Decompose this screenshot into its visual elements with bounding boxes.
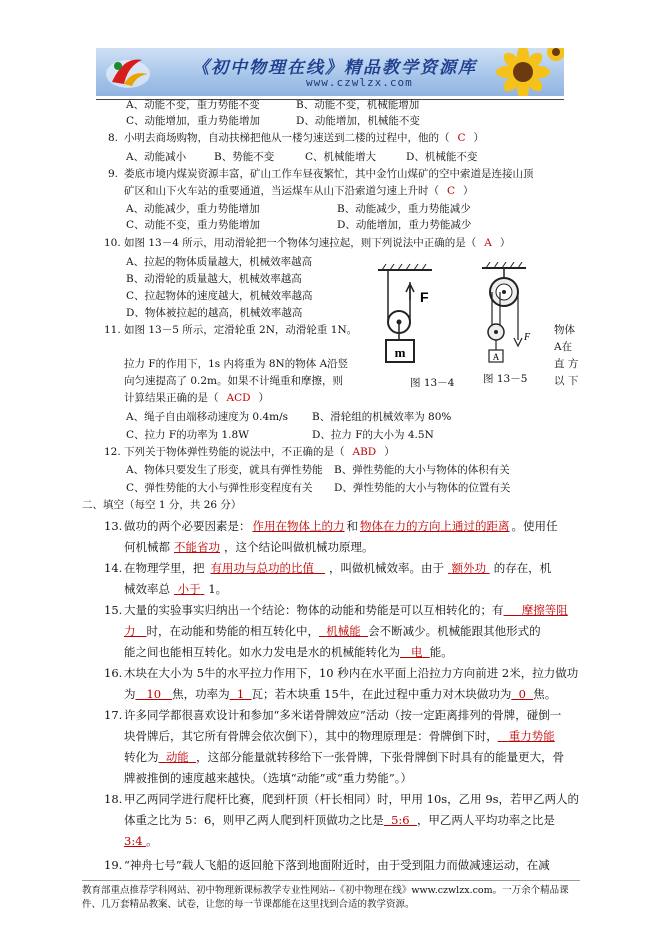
q12-number: 12.	[104, 446, 121, 458]
q15-answer-1b: 力	[124, 624, 136, 638]
q11-option-c: C、拉力 F的功率为 1.8W	[126, 429, 249, 441]
q16-answer-1: 10	[146, 687, 162, 701]
header-banner	[96, 48, 564, 96]
q18-answer-2: 3:4	[124, 834, 143, 848]
q10-answer: A	[484, 237, 492, 249]
q13-line2: 何机械都 不能省功 ，这个结论叫做机械功原理。	[124, 540, 374, 554]
q10-stem: 如图 13－4 所示，用动滑轮把一个物体匀速拉起，则下列说法中正确的是（ A ）	[124, 237, 511, 249]
q11-stem: 如图 13－5 所示，定滑轮重 2N，动滑轮重 1N。	[124, 324, 358, 336]
q8-answer: C	[457, 132, 466, 144]
q12-option-a: A、物体只要发生了形变，就具有弹性势能	[126, 464, 323, 476]
q9-answer: C	[447, 185, 456, 197]
q16-number: 16.	[104, 666, 123, 680]
q8-stem: 小明去商场购物，自动扶梯把他从一楼匀速送到二楼的过程中，他的（ C ）	[124, 132, 485, 144]
q16-line1: 木块在大小为 5牛的水平拉力作用下，10 秒内在水平面上沿拉力方向前进 2米，拉力做功	[124, 666, 579, 680]
q16-line2: 为 10 焦，功率为 1 瓦；若木块重 15牛，在此过程中重力对木块做功为 0 焦。	[124, 687, 557, 701]
q19-line1: “神舟七号”载人飞船的返回舱下落到地面附近时，由于受到阻力而做减速运动，在减	[124, 858, 550, 872]
q12-option-d: D、弹性势能的大小与物体的位置有关	[334, 482, 511, 494]
q11-line2: 拉力 F的作用下，1s 内将重为 8N的物体 A沿竖	[124, 358, 349, 370]
section-2-title: 二、填空（每空 1 分，共 26 分）	[82, 499, 242, 511]
q8-number: 8.	[108, 132, 119, 144]
q10-number: 10.	[104, 237, 121, 249]
q9-option-a: A、动能减少，重力势能增加	[126, 203, 260, 215]
q7-option-b: B、动能不变，机械能增加	[296, 99, 420, 111]
q11-answer: ACD	[226, 392, 251, 404]
q15-answer-2: 机械能	[326, 624, 361, 638]
q8-option-c: C、机械能增大	[305, 151, 377, 163]
q14-number: 14.	[104, 561, 123, 575]
q13-line1: 做功的两个必要因素是： 作用在物体上的力 和 物体在力的方向上通过的距离 。使用任	[124, 519, 558, 533]
fig134-caption: 图 13－4	[410, 377, 455, 389]
q11-side-text-2: A在	[554, 341, 573, 353]
q8-option-a: A、动能减小	[126, 151, 187, 163]
footer-rule	[82, 880, 580, 881]
q18-line1: 甲乙两同学进行爬杆比赛，爬到杆顶（杆长相同）时，甲用 10s，乙用 9s，若甲乙两人的	[124, 792, 580, 806]
q11-side-text-1: 物体	[554, 324, 575, 336]
q17-answer-1: 重力势能	[508, 729, 555, 743]
q10-option-a: A、拉起的物体质量越大，机械效率越高	[126, 256, 313, 268]
q11-line3: 向匀速提高了 0.2m。如果不计绳重和摩擦，则	[124, 375, 343, 387]
q18-answer-1: 5:6	[391, 813, 410, 827]
q11-number: 11.	[104, 324, 121, 336]
q11-line4: 计算结果正确的是（ ACD ）	[124, 392, 270, 404]
q15-line1: 大量的实验事实归纳出一个结论：物体的动能和势能是可以互相转化的；有 摩擦等阻	[124, 603, 568, 617]
q16-answer-3: 0	[518, 687, 526, 701]
q13-answer-3: 不能省功	[174, 540, 220, 554]
q18-line3: 3:4 。	[124, 834, 158, 848]
q7-option-d: D、动能增加，机械能不变	[296, 115, 420, 127]
q8-option-d: D、机械能不变	[406, 151, 478, 163]
header-url[interactable]: www.czwlzx.com	[306, 76, 413, 89]
q9-option-c: C、动能不变，重力势能增加	[126, 219, 261, 231]
fig135-block-label: A	[492, 352, 500, 362]
footer-line-1: 教育部重点推荐学科网站、初中物理新课标教学专业性网站--《初中物理在线》www.czwlzx.com。一万余个精品课	[82, 885, 569, 896]
q9-line2: 矿区和山下火车站的重要通道，当运煤车从山下沿索道匀速上升时（ C ）	[124, 185, 474, 197]
q11-side-text-3: 直 方	[554, 358, 579, 370]
q18-line2: 体重之比为 5：6，则甲乙两人爬到杆顶做功之比是 5:6 ，甲乙两人平均功率之比是	[124, 813, 555, 827]
site-logo-icon	[102, 52, 154, 92]
q15-answer-3: 电	[410, 645, 423, 659]
q13-answer-1: 作用在物体上的力	[252, 519, 345, 533]
q11-side-text-4: 以 下	[554, 375, 579, 387]
q11-option-d: D、拉力 F的大小为 4.5N	[312, 429, 434, 441]
q9-line1: 娄底市境内煤炭资源丰富，矿山工作车昼夜繁忙，其中金竹山煤矿的空中索道是连接山顶	[124, 168, 534, 180]
q13-answer-2: 物体在力的方向上通过的距离	[360, 519, 510, 533]
q9-number: 9.	[108, 168, 119, 180]
q12-option-c: C、弹性势能的大小与弹性形变程度有关	[126, 482, 313, 494]
q15-answer-1: 摩擦等阻	[521, 603, 568, 617]
sunflower-icon	[478, 48, 564, 96]
figure-13-4	[372, 262, 454, 372]
q8-option-b: B、势能不变	[214, 151, 275, 163]
fig135-force-label: F	[524, 332, 531, 343]
q14-answer-2: 额外功	[451, 561, 487, 575]
q17-line4: 牌被推倒的速度越来越快。（选填“动能”或“重力势能”。）	[124, 771, 413, 785]
fig135-caption: 图 13－5	[483, 373, 528, 385]
q10-option-d: D、物体被拉起的越高，机械效率越高	[126, 307, 303, 319]
q15-line3: 能之间也能相互转化。如水力发电是水的机械能转化为 电 能。	[124, 645, 453, 659]
q12-answer: ABD	[352, 446, 377, 458]
figure-13-5	[474, 262, 546, 368]
q18-number: 18.	[104, 792, 123, 806]
q12-stem: 下列关于物体弹性势能的说法中，不正确的是（ ABD ）	[124, 446, 395, 458]
q7-option-c: C、动能增加，重力势能增加	[126, 115, 261, 127]
q19-number: 19.	[104, 858, 123, 872]
q15-line2: 力 时，在动能和势能的相互转化中， 机械能 会不断减少。机械能跟其他形式的	[124, 624, 541, 638]
q17-line1: 许多同学都很喜欢设计和参加“多米诺骨牌效应”活动（按一定距离排列的骨牌，碰倒一	[124, 708, 562, 722]
q9-option-d: D、动能增加，重力势能减少	[337, 219, 472, 231]
q16-answer-2: 1	[236, 687, 245, 701]
q17-number: 17.	[104, 708, 123, 722]
q17-line3: 转化为 动能 ，这部分能量就转移给下一张骨牌，下张骨牌倒下时具有的能量更大，骨	[124, 750, 565, 764]
q10-option-b: B、动滑轮的质量越大，机械效率越高	[126, 273, 302, 285]
q11-option-a: A、绳子自由端移动速度为 0.4m/s	[126, 411, 289, 423]
header-title: 《初中物理在线》精品教学资源库	[192, 58, 477, 78]
fig134-force-label: F	[420, 289, 429, 305]
q14-line1: 在物理学里，把 有用功与总功的比值 ，叫做机械效率。由于 额外功 的存在，机	[124, 561, 552, 575]
q10-option-c: C、拉起物体的速度越大，机械效率越高	[126, 290, 313, 302]
q7-option-a: A、动能不变，重力势能不变	[126, 99, 260, 111]
q14-answer-1: 有用功与总功的比值	[210, 561, 314, 575]
q13-number: 13.	[104, 519, 123, 533]
q12-option-b: B、弹性势能的大小与物体的体积有关	[334, 464, 510, 476]
q15-number: 15.	[104, 603, 123, 617]
q17-answer-2: 动能	[165, 750, 189, 764]
q9-option-b: B、动能减少，重力势能减少	[337, 203, 471, 215]
fig134-mass-label: m	[394, 345, 406, 360]
footer-line-2: 件、几万套精品教案、试卷，让您的每一节课都能在这里找到合适的教学资源。	[82, 899, 415, 910]
q14-answer-3: 小于	[177, 582, 201, 596]
q17-line2: 块骨牌后，其它所有骨牌会依次倒下），其中的物理原理是：骨牌倒下时， 重力势能	[124, 729, 555, 743]
q14-line2: 械效率总 小于 1。	[124, 582, 228, 596]
q11-option-b: B、滑轮组的机械效率为 80%	[312, 411, 452, 423]
